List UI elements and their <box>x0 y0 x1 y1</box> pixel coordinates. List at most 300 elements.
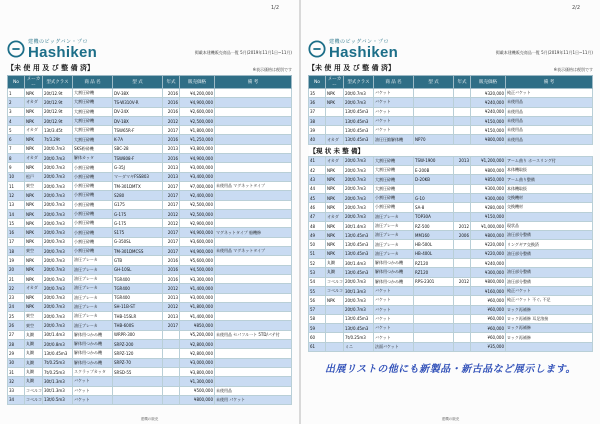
table-row <box>8 126 292 135</box>
cell-model: SH-11B-ST <box>113 302 163 311</box>
cell-maker: NPK <box>326 296 344 305</box>
cell-year: 2017 <box>163 191 180 200</box>
cell-maker: NPK <box>326 193 344 202</box>
cell-note: 未使用 パケット <box>215 395 292 404</box>
cell-price: ¥300,000 <box>471 184 506 193</box>
cell-maker: NPK <box>25 209 43 218</box>
cell-year: 2012 <box>163 116 180 125</box>
cell-note: 油圧部分整備 <box>506 249 593 258</box>
cell-note <box>215 367 292 376</box>
table-row <box>309 156 593 165</box>
cell-note <box>215 340 292 349</box>
cell-price: ¥1,250,000 <box>180 135 215 144</box>
cell-year: 2017 <box>163 228 180 237</box>
cell-price: ¥240,000 <box>471 259 506 268</box>
cell-maker: NPK <box>25 163 43 172</box>
cell-maker: NPK <box>326 203 344 212</box>
header-note-text: 掲載本建機販売商品一覧 5月(2019年11月1日~11月) <box>495 50 593 55</box>
table-row <box>309 98 593 107</box>
cell-no: 12 <box>8 191 25 200</box>
cell-no: 17 <box>8 237 25 246</box>
table-row <box>8 107 292 116</box>
cell-price: ¥150,000 <box>471 116 506 125</box>
cell-note <box>215 312 292 321</box>
cell-no: 3 <box>8 107 25 116</box>
cell-note <box>215 358 292 367</box>
cell-class: 20t/0.7m3 <box>43 154 73 163</box>
cell-no: 43 <box>309 175 326 184</box>
cell-note <box>215 126 292 135</box>
cell-no: 38 <box>309 116 326 125</box>
cell-maker: NPK <box>25 219 43 228</box>
cell-model: SA-8 <box>414 203 454 212</box>
cell-model: SRPZ-120 <box>113 349 163 358</box>
table-row <box>309 259 593 268</box>
cell-year: 2016 <box>163 98 180 107</box>
cell-class: 20t/0.7m3 <box>43 209 73 218</box>
cell-maker: NPK <box>326 184 344 193</box>
cell-model: E-200B <box>414 166 454 175</box>
cell-maker: NPK <box>25 116 43 125</box>
cell-maker: NPK <box>326 231 344 240</box>
cell-price: ¥5,600,000 <box>180 256 215 265</box>
cell-model: SRPZ-200 <box>113 340 163 349</box>
table-row <box>309 126 593 135</box>
cell-class: 30t/1.3m3 <box>43 386 73 395</box>
cell-year: 2017 <box>163 126 180 135</box>
cell-name: 小割圧砕機 <box>73 163 113 172</box>
cell-note: 未使用品 マグネットタイプ <box>215 181 292 190</box>
cell-maker: NPK <box>25 256 43 265</box>
table-row <box>309 333 593 342</box>
cell-maker: NPK <box>25 274 43 283</box>
cell-no: 59 <box>309 324 326 333</box>
cell-year: 2016 <box>163 107 180 116</box>
column-header: 型 式 <box>414 76 454 89</box>
cell-name: 解体用つかみ機 <box>73 330 113 339</box>
cell-name: バケット <box>73 377 113 386</box>
cell-maker: NPK <box>326 240 344 249</box>
cell-maker: NPK <box>25 237 43 246</box>
cell-model <box>414 305 454 314</box>
cell-no: 28 <box>8 340 25 349</box>
cell-name: 大割圧砕機 <box>73 98 113 107</box>
header-note-text: 掲載本建機販売商品一覧 5月(2019年11月1日~11月) <box>194 50 292 55</box>
cell-model <box>414 107 454 116</box>
cell-model <box>414 116 454 125</box>
cell-no: 57 <box>309 305 326 314</box>
cell-price: ¥1,800,000 <box>180 126 215 135</box>
cell-class: ミニ <box>344 342 374 351</box>
cell-year <box>454 249 471 258</box>
cell-no: 29 <box>8 349 25 358</box>
cell-name: 油圧ブレーカ <box>73 321 113 330</box>
cell-price: ¥2,500,000 <box>180 209 215 218</box>
cell-class: 20t/0.7m3 <box>43 200 73 209</box>
cell-year: 2012 <box>163 284 180 293</box>
cell-maker: 丸鋤 <box>25 330 43 339</box>
cell-class: 20t/12.9t <box>43 98 73 107</box>
cell-name: 小割圧砕機 <box>73 237 113 246</box>
cell-model: SRSD-55 <box>113 367 163 376</box>
column-header: No <box>309 76 326 89</box>
cell-model: TM-301DMCSS <box>113 247 163 256</box>
cell-price: ¥800,000 <box>471 231 506 240</box>
cell-no: 14 <box>8 209 25 218</box>
cell-no: 23 <box>8 293 25 302</box>
cell-price: ¥3,000,000 <box>180 293 215 302</box>
cell-class: 13t/0.45m3 <box>344 314 374 323</box>
cell-note: アーム曲り整備 <box>506 175 593 184</box>
cell-note <box>215 172 292 181</box>
cell-year <box>454 184 471 193</box>
page-number: 2/2 <box>571 5 580 11</box>
cell-price: ¥3,800,000 <box>180 144 215 153</box>
table-row <box>8 191 292 200</box>
table-row <box>8 135 292 144</box>
cell-class: 13t/0.45m3 <box>344 116 374 125</box>
cell-model <box>113 386 163 395</box>
cell-maker: NPK <box>25 228 43 237</box>
cell-name: 小割圧砕機 <box>73 219 113 228</box>
cell-maker: 丸鋤 <box>25 349 43 358</box>
cell-name: 油圧ブレーカ <box>73 312 113 321</box>
cell-maker: オカダ <box>25 98 43 107</box>
cell-no: 1 <box>8 89 25 98</box>
cell-year <box>163 349 180 358</box>
cell-model: DV-38X <box>113 89 163 98</box>
table-row <box>309 240 593 249</box>
cell-year <box>454 314 471 323</box>
cell-year: 2016 <box>163 256 180 265</box>
price-list-page-1 <box>0 0 299 424</box>
cell-note <box>506 212 593 221</box>
cell-name: 油圧ブレーカ <box>374 212 414 221</box>
cell-model <box>414 342 454 351</box>
cell-class: 13t/0.45m3 <box>344 231 374 240</box>
table-row <box>309 342 593 351</box>
cell-note <box>215 135 292 144</box>
cell-price: ¥850,000 <box>180 321 215 330</box>
cell-maker: 東空 <box>25 181 43 190</box>
column-header: No <box>8 76 25 89</box>
cell-name: バケット <box>374 333 414 342</box>
cell-year <box>454 286 471 295</box>
cell-maker: 東空 <box>25 247 43 256</box>
cell-model: マーダマギFSS803 <box>113 172 163 181</box>
cell-maker: コベルコ <box>326 286 344 295</box>
cell-no: 58 <box>309 314 326 323</box>
cell-model: GH-10SL <box>113 265 163 274</box>
cell-price: ¥60,000 <box>471 333 506 342</box>
cell-no: 53 <box>309 268 326 277</box>
cell-year <box>454 240 471 249</box>
cell-class: 20t/0.7m3 <box>43 191 73 200</box>
cell-price: ¥800,000 <box>471 135 506 144</box>
table-row <box>8 284 292 293</box>
cell-note: 未使用品 <box>215 386 292 395</box>
cell-class: 20t/0.7m3 <box>43 237 73 246</box>
cell-class: 20t/0.8m3 <box>43 340 73 349</box>
cell-class: 20t/0.7m3 <box>43 265 73 274</box>
table-row <box>309 305 593 314</box>
cell-price: ¥60,000 <box>471 314 506 323</box>
cell-name: 小割圧砕機 <box>73 172 113 181</box>
brand-tagline: 建機のビッグバン・プロ <box>329 39 390 45</box>
column-header: 販売価格 <box>180 76 215 89</box>
cell-model: G-175 <box>113 209 163 218</box>
cell-no: 52 <box>309 259 326 268</box>
cell-year <box>163 330 180 339</box>
cell-class: 20t/0.7m3 <box>43 274 73 283</box>
table-row <box>8 209 292 218</box>
cell-note: 未使用品 <box>506 107 593 116</box>
cell-no: 9 <box>8 163 25 172</box>
cell-name: 小割圧砕機 <box>73 181 113 190</box>
cell-price: ¥300,000 <box>471 193 506 202</box>
cell-price: ¥220,000 <box>471 249 506 258</box>
cell-maker: NPK <box>326 221 344 230</box>
cell-maker <box>326 342 344 351</box>
cell-no: 31 <box>8 367 25 376</box>
table-row <box>8 98 292 107</box>
table-row <box>309 135 593 144</box>
cell-note: ロック再補修 耳足溶接 <box>506 314 593 323</box>
table-row <box>8 237 292 246</box>
cell-maker: 丸鋤 <box>25 358 43 367</box>
table-row <box>309 166 593 175</box>
cell-no: 21 <box>8 274 25 283</box>
cell-name: 大割圧砕機 <box>374 184 414 193</box>
cell-model <box>414 184 454 193</box>
cell-model: SRPZ-70 <box>113 358 163 367</box>
cell-year: 2012 <box>454 277 471 286</box>
cell-price: ¥240,000 <box>471 98 506 107</box>
column-header: 型式クラス <box>43 76 73 89</box>
cell-class: 13t/3.45t <box>43 126 73 135</box>
column-header: 型 式 <box>113 76 163 89</box>
cell-note <box>215 116 292 125</box>
cell-price: ¥4,900,000 <box>180 98 215 107</box>
cell-model: HB-400L <box>414 249 454 258</box>
cell-maker <box>326 126 344 135</box>
cell-maker: NPK <box>25 191 43 200</box>
cell-class: 20t/0.7m3 <box>344 203 374 212</box>
cell-model: RZ-500 <box>414 221 454 230</box>
cell-year: 2013 <box>163 144 180 153</box>
cell-name: 解体カッタ <box>73 154 113 163</box>
cell-name: 解体用つかみ機 <box>374 277 414 286</box>
cell-no: 11 <box>8 181 25 190</box>
table-row <box>309 268 593 277</box>
cell-note <box>215 191 292 200</box>
cell-name: 解体用つかみ機 <box>374 268 414 277</box>
table-row <box>8 200 292 209</box>
cell-year <box>163 340 180 349</box>
cell-price: ¥5,200,000 <box>180 330 215 339</box>
cell-name: バケット <box>73 395 113 404</box>
cell-maker: NPK <box>25 135 43 144</box>
cell-maker: NPK <box>326 166 344 175</box>
table-row <box>8 228 292 237</box>
cell-price: ¥2,800,000 <box>180 340 215 349</box>
cell-class: 13t/0.45m3 <box>344 135 374 144</box>
cell-year <box>454 324 471 333</box>
cell-class: 13t/0.5m3 <box>43 395 73 404</box>
cell-note: ロック再補修 <box>506 333 593 342</box>
header-note <box>195 42 292 56</box>
cell-price: ¥300,000 <box>471 268 506 277</box>
cell-note <box>215 265 292 274</box>
cell-class: 13t/0.45m3 <box>344 249 374 258</box>
cell-maker: 丸鋤 <box>326 268 344 277</box>
cell-year: 2013 <box>163 293 180 302</box>
cell-class: 20t/0.7m3 <box>43 172 73 181</box>
cell-year <box>454 296 471 305</box>
cell-name: スクラップカッタ <box>73 367 113 376</box>
cell-year: 2012 <box>163 209 180 218</box>
table-row <box>309 89 593 98</box>
cell-note <box>215 256 292 265</box>
cell-name: 解体用つかみ機 <box>73 340 113 349</box>
table-row <box>309 212 593 221</box>
cell-no: 44 <box>309 184 326 193</box>
cell-class: 20t/0.7m3 <box>344 212 374 221</box>
cell-maker: NPK <box>25 89 43 98</box>
cell-year: 2017 <box>163 181 180 190</box>
cell-class: 30t/1.4m3 <box>344 259 374 268</box>
cell-model: WRPR-300 <box>113 330 163 339</box>
cell-price: ¥2,500,000 <box>180 200 215 209</box>
cell-class: 7t/0.25m3 <box>344 333 374 342</box>
cell-model: TOP30A <box>414 212 454 221</box>
cell-price: ¥800,000 <box>471 166 506 175</box>
cell-maker: 丸鋤 <box>25 377 43 386</box>
table-row <box>8 386 292 395</box>
cell-no: 37 <box>309 107 326 116</box>
cell-class: 20t/0.7m3 <box>43 163 73 172</box>
cell-name: 油圧ブレーカ <box>73 302 113 311</box>
cell-name: バケット <box>374 107 414 116</box>
cell-model: MM160 <box>414 231 454 240</box>
table-row <box>8 395 292 404</box>
cell-price: ¥850,000 <box>471 175 506 184</box>
cell-note <box>506 259 593 268</box>
cell-note <box>215 89 292 98</box>
promo-banner: 出展リストの他にも新製品・新古品など展示します。 <box>325 364 576 376</box>
cell-note <box>215 107 292 116</box>
cell-maker: NPK <box>25 144 43 153</box>
cell-no: 46 <box>309 203 326 212</box>
cell-year: 2017 <box>163 237 180 246</box>
cell-model <box>414 98 454 107</box>
table-row <box>8 116 292 125</box>
table-row <box>8 293 292 302</box>
cell-name: バケット <box>374 324 414 333</box>
cell-model: TGR400 <box>113 274 163 283</box>
cell-class: 13t/0.45m3 <box>344 107 374 116</box>
table-row <box>309 221 593 230</box>
cell-maker: コベルコ <box>25 395 43 404</box>
column-header: メーカー <box>25 76 43 89</box>
cell-note: 油圧部分整備 <box>506 268 593 277</box>
cell-class: 20t/0.7m3 <box>43 256 73 265</box>
cell-model <box>414 89 454 98</box>
cell-name: 大割圧砕機 <box>374 156 414 165</box>
table-row <box>309 193 593 202</box>
cell-price: ¥2,900,000 <box>180 219 215 228</box>
cell-price: ¥3,300,000 <box>180 274 215 283</box>
cell-note: 純正バケット <box>506 89 593 98</box>
cell-price: ¥280,000 <box>471 203 506 212</box>
cell-no: 20 <box>8 265 25 274</box>
cell-year: 2013 <box>163 163 180 172</box>
cell-maker: NPK <box>326 249 344 258</box>
cell-no: 27 <box>8 330 25 339</box>
cell-class: 20t/0.7m3 <box>43 247 73 256</box>
section-divider <box>309 144 593 156</box>
cell-name: 大割圧砕機 <box>73 126 113 135</box>
brand-name: Hashiken <box>28 44 98 61</box>
cell-maker: 東空 <box>25 321 43 330</box>
cell-no: 24 <box>8 302 25 311</box>
table-row <box>8 172 292 181</box>
cell-model: G-10 <box>414 193 454 202</box>
cell-year: 2017 <box>163 247 180 256</box>
cell-price: ¥1,300,000 <box>180 377 215 386</box>
table-row <box>309 116 593 125</box>
cell-note <box>215 302 292 311</box>
cell-year <box>163 395 180 404</box>
cell-class: 13t/0.45m3 <box>344 240 374 249</box>
cell-name: 小割圧砕機 <box>73 247 113 256</box>
table-row <box>8 144 292 153</box>
cell-no: 50 <box>309 240 326 249</box>
cell-no: 49 <box>309 231 326 240</box>
cell-price: ¥60,000 <box>471 324 506 333</box>
cell-maker <box>326 116 344 125</box>
cell-year: 2017 <box>163 200 180 209</box>
cell-class: 20t/0.7m3 <box>43 293 73 302</box>
cell-price: ¥60,000 <box>471 296 506 305</box>
cell-model: GTB <box>113 256 163 265</box>
cell-class: 13t/0.45m3 <box>344 126 374 135</box>
column-header: 備 考 <box>215 76 292 89</box>
cell-no: 56 <box>309 296 326 305</box>
cell-name: 小割圧砕機 <box>73 191 113 200</box>
table-row <box>8 89 292 98</box>
cell-price: ¥3,600,000 <box>180 237 215 246</box>
cell-no: 22 <box>8 284 25 293</box>
table-row <box>8 181 292 190</box>
cell-maker: 丸鋤 <box>326 259 344 268</box>
cell-maker: オカダ <box>25 284 43 293</box>
cell-note <box>215 209 292 218</box>
cell-year: 2017 <box>163 321 180 330</box>
cell-no: 16 <box>8 228 25 237</box>
cell-note <box>215 237 292 246</box>
table-row <box>309 107 593 116</box>
cell-maker: コベルコ <box>25 386 43 395</box>
cell-price: ¥150,000 <box>471 126 506 135</box>
cell-name: 小割圧砕機 <box>374 203 414 212</box>
cell-name: 油圧ブレーカ <box>374 240 414 249</box>
cell-price: ¥150,000 <box>471 212 506 221</box>
cell-model: RZ120 <box>414 268 454 277</box>
cell-year <box>454 193 471 202</box>
cell-note <box>215 200 292 209</box>
cell-no: 41 <box>309 156 326 165</box>
